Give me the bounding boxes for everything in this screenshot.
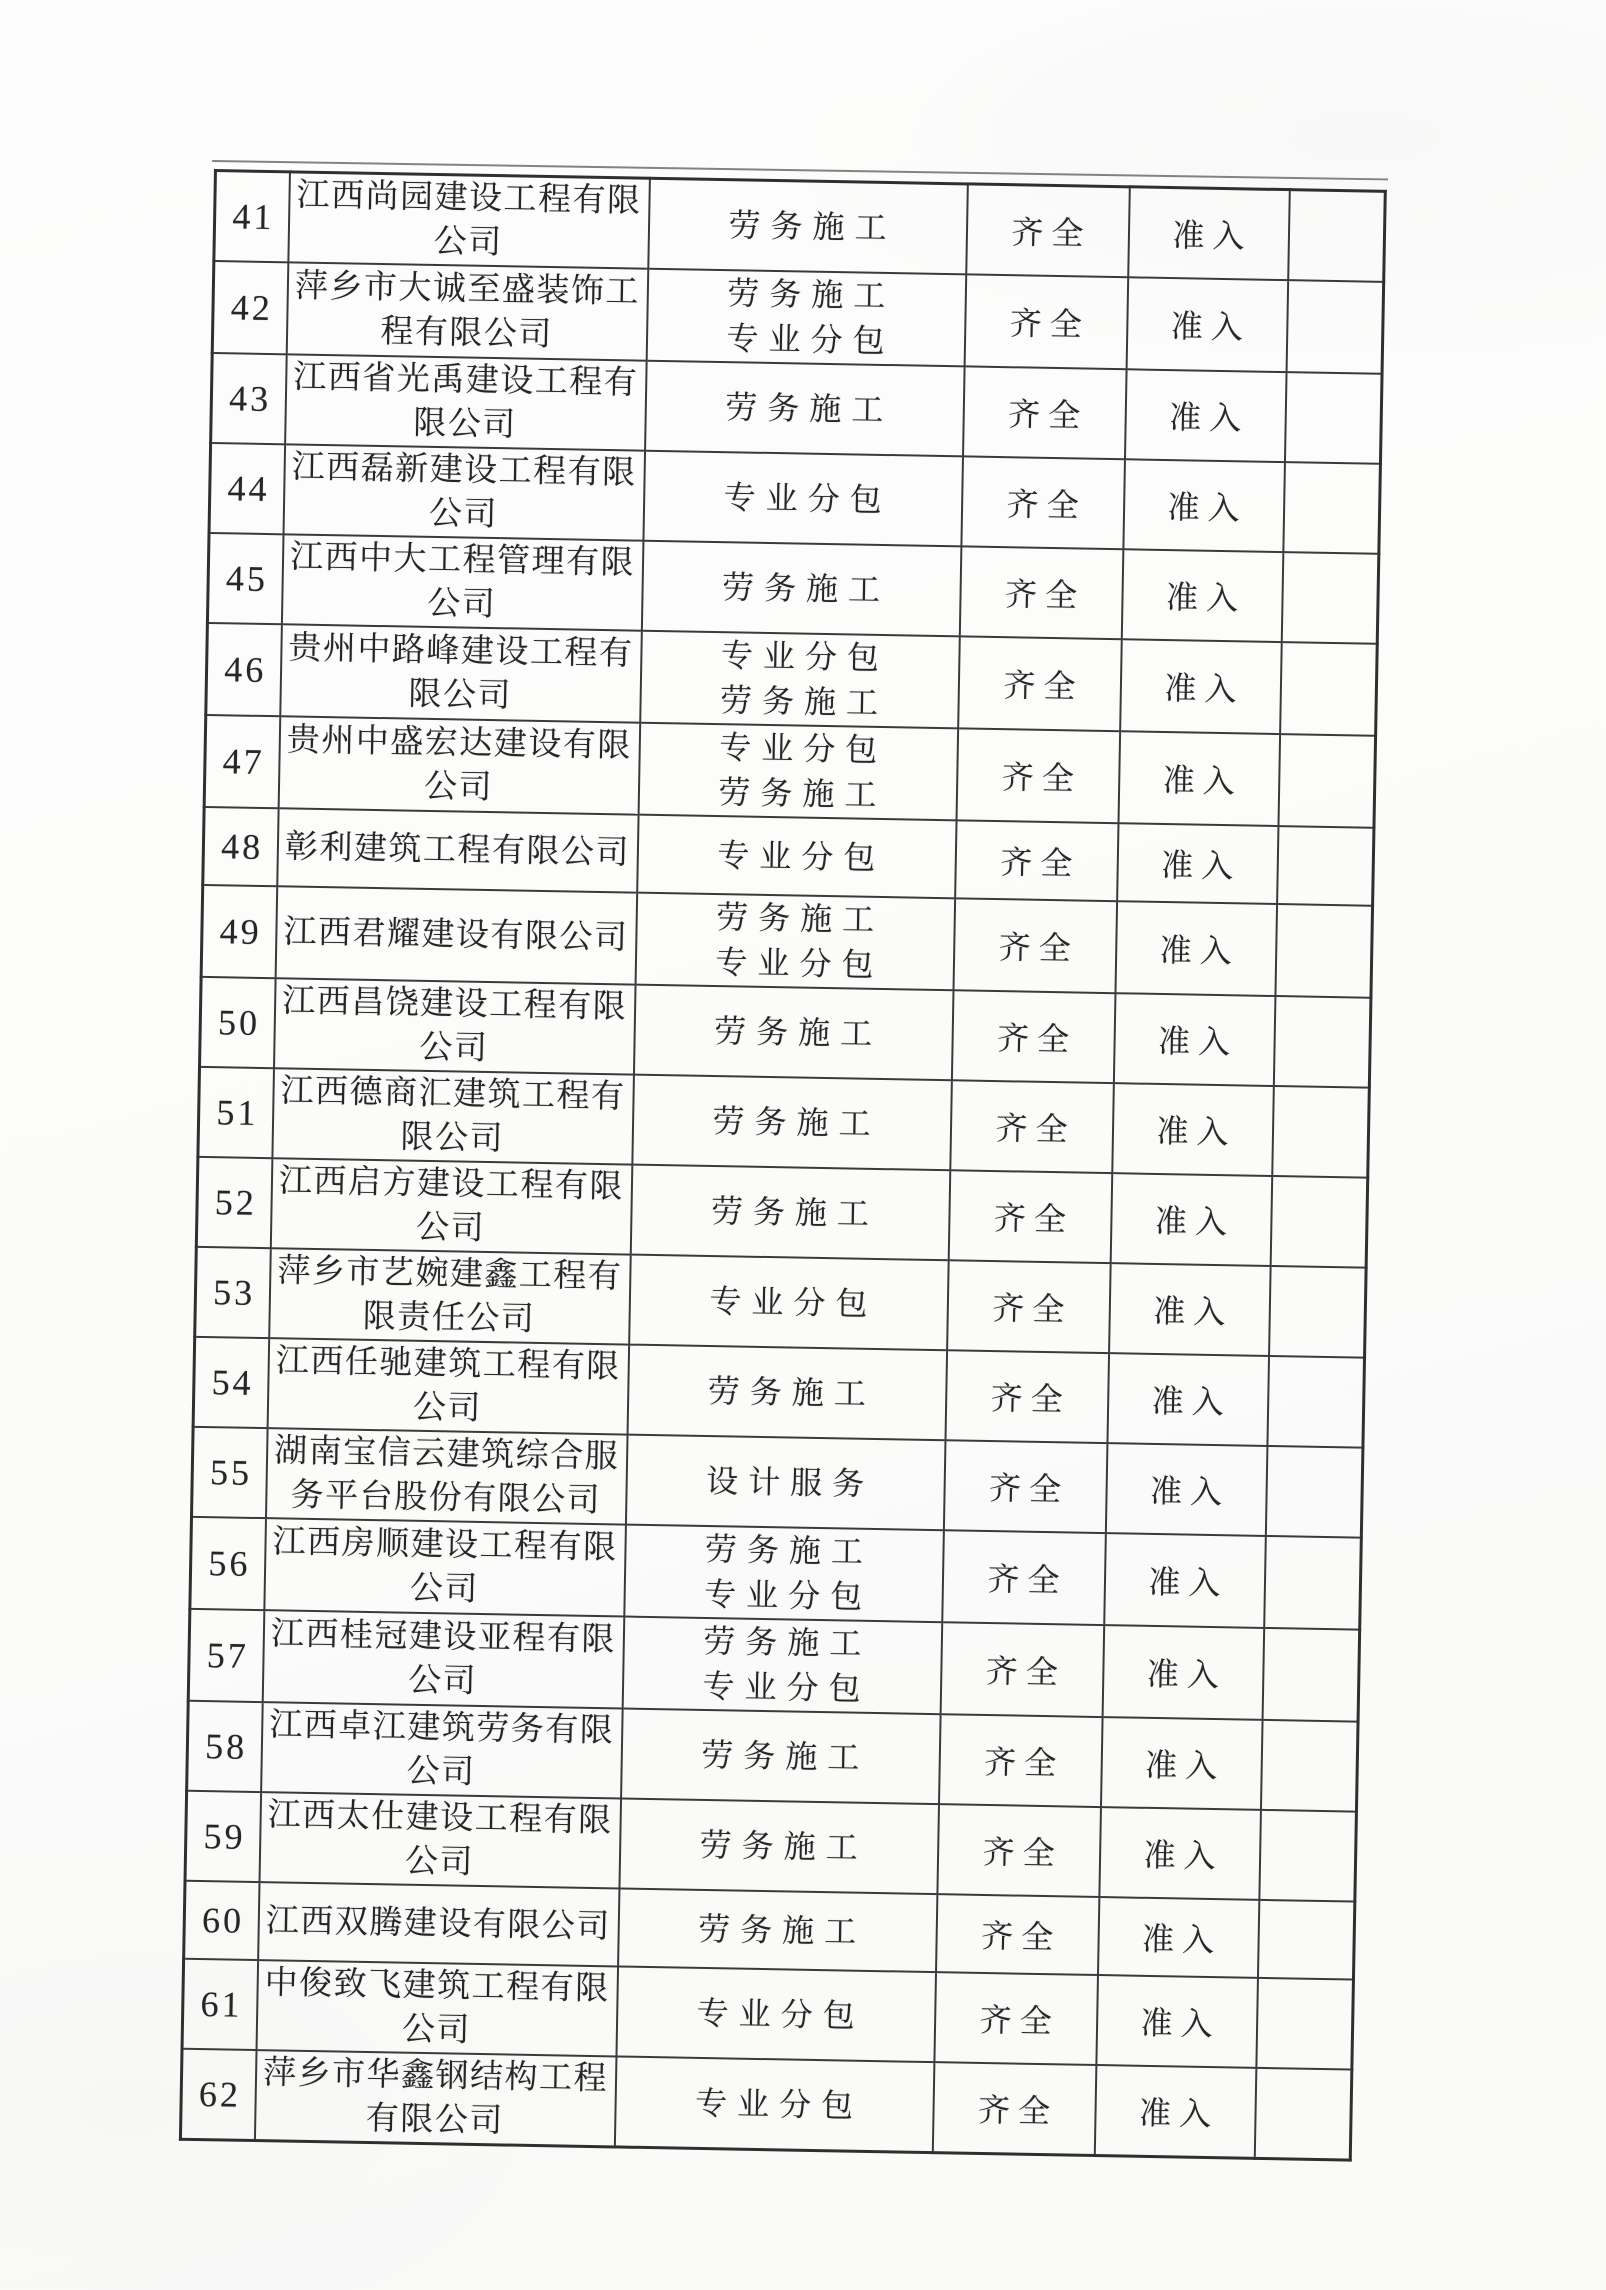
seq-number-cell: 44	[209, 443, 285, 534]
remark-cell	[1280, 642, 1378, 736]
remark-cell	[1254, 2068, 1352, 2160]
service-scope-cell	[621, 1709, 941, 1805]
service-scope-line: 专业分包	[696, 1994, 866, 2034]
remark-cell	[1267, 1356, 1365, 1448]
seq-number-cell: 62	[180, 2049, 256, 2141]
service-scope-line: 专业分包	[720, 637, 890, 677]
materials-status-cell: 齐全	[959, 546, 1123, 639]
remark-cell	[1265, 1446, 1363, 1538]
materials-status-cell: 齐全	[951, 990, 1115, 1083]
materials-status-cell: 齐全	[963, 366, 1127, 459]
materials-status-cell: 齐全	[945, 1350, 1109, 1443]
enterprise-admission-table	[179, 169, 1387, 2162]
seq-number-cell: 49	[201, 885, 277, 978]
admission-result-cell: 准入	[1109, 1263, 1271, 1356]
company-name-cell: 萍乡市大诚至盛装饰工程有限公司	[286, 262, 648, 360]
company-name-cell: 江西磊新建设工程有限公司	[283, 444, 645, 540]
seq-number-cell: 51	[198, 1067, 274, 1158]
company-name-cell: 江西昌饶建设工程有限公司	[274, 978, 636, 1074]
remark-cell	[1257, 1900, 1354, 1980]
service-scope-line: 劳务施工	[703, 1622, 872, 1662]
service-scope-cell	[633, 985, 953, 1081]
remark-cell	[1277, 826, 1374, 906]
admission-result-cell: 准入	[1121, 549, 1283, 642]
service-scope-line: 专业分包	[715, 944, 884, 984]
service-scope-cell	[627, 1345, 947, 1441]
remark-cell	[1256, 1978, 1354, 2070]
admission-result-cell: 准入	[1107, 1353, 1269, 1446]
remark-cell	[1272, 1086, 1370, 1178]
company-name-cell: 江西太仕建设工程有限公司	[259, 1792, 621, 1888]
materials-status-cell: 齐全	[956, 728, 1120, 823]
admission-result-cell: 准入	[1118, 731, 1280, 826]
service-scope-line: 专业分包	[718, 729, 888, 769]
seq-number-cell: 45	[207, 533, 283, 624]
service-scope-line: 劳务施工	[697, 1910, 867, 1950]
materials-status-cell: 齐全	[934, 1972, 1098, 2065]
admission-result-cell: 准入	[1117, 823, 1278, 904]
materials-status-cell: 齐全	[966, 184, 1130, 277]
service-scope-cell	[638, 723, 958, 821]
service-scope-line: 劳务施工	[725, 388, 894, 428]
service-scope-line: 劳务施工	[728, 206, 897, 246]
service-scope-line: 专业分包	[703, 1575, 873, 1615]
admission-result-cell: 准入	[1099, 1807, 1261, 1900]
service-scope-cell	[629, 1255, 949, 1351]
remark-cell	[1281, 552, 1379, 644]
service-scope-cell	[645, 361, 965, 457]
company-name-cell: 江西省光禹建设工程有限公司	[285, 354, 647, 450]
remark-cell	[1284, 372, 1382, 464]
company-name-cell: 江西君耀建设有限公司	[275, 886, 637, 984]
seq-number-cell: 55	[192, 1427, 268, 1518]
admission-result-cell: 准入	[1120, 639, 1282, 734]
seq-number-cell: 42	[212, 261, 288, 354]
seq-number-cell: 47	[204, 715, 280, 808]
seq-number-cell: 46	[206, 623, 282, 716]
seq-number-cell: 53	[195, 1247, 271, 1338]
service-scope-line: 专业分包	[726, 320, 895, 360]
seq-number-cell: 50	[200, 977, 276, 1068]
company-name-cell: 江西德商汇建筑工程有限公司	[272, 1068, 634, 1164]
service-scope-line: 劳务施工	[713, 1012, 883, 1052]
service-scope-line: 劳务施工	[715, 899, 885, 939]
materials-status-cell: 齐全	[961, 456, 1125, 549]
seq-number-cell: 54	[193, 1337, 269, 1428]
materials-status-cell: 齐全	[947, 1260, 1111, 1353]
materials-status-cell: 齐全	[964, 274, 1128, 369]
service-scope-line: 劳务施工	[719, 682, 889, 722]
seq-number-cell: 58	[187, 1701, 263, 1792]
remark-cell	[1264, 1536, 1362, 1630]
service-scope-cell	[614, 2056, 934, 2152]
admission-result-cell: 准入	[1128, 187, 1290, 280]
service-scope-line: 劳务施工	[704, 1530, 874, 1570]
service-scope-cell	[641, 541, 961, 637]
service-scope-cell	[648, 178, 968, 274]
service-scope-line: 专业分包	[694, 2084, 864, 2124]
admission-result-cell: 准入	[1124, 369, 1286, 462]
admission-result-cell: 准入	[1123, 459, 1285, 552]
service-scope-cell	[619, 1798, 939, 1894]
company-name-cell: 江西任驰建筑工程有限公司	[267, 1338, 629, 1434]
admission-result-cell: 准入	[1112, 1083, 1274, 1176]
seq-number-cell: 59	[185, 1791, 261, 1882]
service-scope-cell	[624, 1525, 944, 1623]
table-container	[179, 169, 1387, 2162]
remark-cell	[1260, 1720, 1358, 1812]
company-name-cell: 江西中大工程管理有限公司	[281, 534, 643, 630]
remark-cell	[1286, 280, 1384, 374]
materials-status-cell: 齐全	[942, 1530, 1106, 1625]
seq-number-cell: 41	[214, 171, 290, 263]
service-scope-cell	[646, 269, 966, 367]
service-scope-cell	[635, 893, 955, 991]
company-name-cell: 江西尚园建设工程有限公司	[288, 172, 650, 269]
service-scope-cell	[632, 1075, 952, 1171]
service-scope-line: 劳务施工	[721, 568, 891, 608]
admission-result-cell: 准入	[1104, 1533, 1266, 1628]
admission-result-cell: 准入	[1096, 1975, 1258, 2068]
service-scope-line: 设计服务	[705, 1462, 875, 1502]
service-scope-line: 劳务施工	[699, 1826, 869, 1866]
company-name-cell: 江西桂冠建设亚程有限公司	[262, 1610, 624, 1708]
seq-number-cell: 61	[182, 1959, 258, 2050]
materials-status-cell: 齐全	[958, 636, 1122, 731]
seq-number-cell: 60	[184, 1881, 259, 1960]
materials-status-cell: 齐全	[953, 898, 1117, 993]
remark-cell	[1262, 1628, 1360, 1722]
company-name-cell: 贵州中盛宏达建设有限公司	[278, 716, 640, 814]
materials-status-cell: 齐全	[943, 1440, 1107, 1533]
company-name-cell: 贵州中路峰建设工程有限公司	[280, 624, 642, 722]
admission-result-cell: 准入	[1102, 1625, 1264, 1720]
company-name-cell: 彰利建筑工程有限公司	[277, 808, 638, 892]
remark-cell	[1278, 734, 1376, 828]
admission-result-cell: 准入	[1094, 2065, 1256, 2158]
admission-result-cell: 准入	[1126, 277, 1288, 372]
company-name-cell: 江西房顺建设工程有限公司	[264, 1518, 626, 1616]
service-scope-cell	[640, 631, 960, 729]
materials-status-cell: 齐全	[955, 820, 1118, 901]
company-name-cell: 湖南宝信云建筑综合服务平台股份有限公司	[265, 1428, 627, 1524]
service-scope-line: 劳务施工	[718, 774, 887, 814]
table-body	[180, 171, 1385, 2161]
seq-number-cell: 52	[196, 1157, 272, 1248]
service-scope-cell	[625, 1435, 945, 1531]
materials-status-cell: 齐全	[939, 1714, 1103, 1807]
service-scope-line: 劳务施工	[701, 1736, 870, 1776]
service-scope-line: 劳务施工	[712, 1102, 881, 1142]
remark-cell	[1269, 1266, 1367, 1358]
seq-number-cell: 57	[188, 1609, 264, 1702]
admission-result-cell: 准入	[1115, 901, 1277, 996]
service-scope-cell	[637, 815, 956, 899]
materials-status-cell: 齐全	[932, 2062, 1096, 2155]
company-name-cell: 江西双腾建设有限公司	[258, 1882, 619, 1966]
company-name-cell: 江西卓江建筑劳务有限公司	[261, 1702, 623, 1798]
remark-cell	[1270, 1176, 1368, 1268]
materials-status-cell: 齐全	[937, 1804, 1101, 1897]
service-scope-cell	[643, 451, 963, 547]
service-scope-line: 劳务施工	[727, 275, 896, 315]
service-scope-line: 专业分包	[717, 836, 886, 876]
company-name-cell: 中俊致飞建筑工程有限公司	[256, 1960, 618, 2056]
service-scope-line: 专业分包	[709, 1282, 878, 1322]
admission-result-cell: 准入	[1100, 1717, 1262, 1810]
remark-cell	[1259, 1810, 1357, 1902]
service-scope-cell	[618, 1888, 937, 1972]
materials-status-cell: 齐全	[940, 1622, 1104, 1717]
materials-status-cell: 齐全	[950, 1080, 1114, 1173]
seq-number-cell: 48	[203, 807, 278, 886]
remark-cell	[1283, 462, 1381, 554]
admission-result-cell: 准入	[1110, 1173, 1272, 1266]
service-scope-line: 劳务施工	[707, 1372, 877, 1412]
seq-number-cell: 56	[190, 1517, 266, 1610]
company-name-cell: 江西启方建设工程有限公司	[270, 1158, 632, 1254]
service-scope-cell	[616, 1966, 936, 2062]
materials-status-cell: 齐全	[948, 1170, 1112, 1263]
service-scope-cell	[630, 1165, 950, 1261]
remark-cell	[1288, 190, 1386, 282]
service-scope-line: 劳务施工	[710, 1192, 880, 1232]
seq-number-cell: 43	[211, 353, 287, 444]
company-name-cell: 萍乡市艺婉建鑫工程有限责任公司	[269, 1248, 631, 1344]
remark-cell	[1275, 904, 1373, 998]
materials-status-cell: 齐全	[936, 1894, 1099, 1975]
admission-result-cell: 准入	[1105, 1443, 1267, 1536]
service-scope-cell	[622, 1617, 942, 1715]
company-name-cell: 萍乡市华鑫钢结构工程有限公司	[254, 2050, 616, 2147]
remark-cell	[1273, 996, 1371, 1088]
admission-result-cell: 准入	[1113, 993, 1275, 1086]
service-scope-line: 专业分包	[723, 478, 893, 518]
admission-result-cell: 准入	[1097, 1897, 1258, 1978]
service-scope-line: 专业分包	[702, 1667, 871, 1707]
